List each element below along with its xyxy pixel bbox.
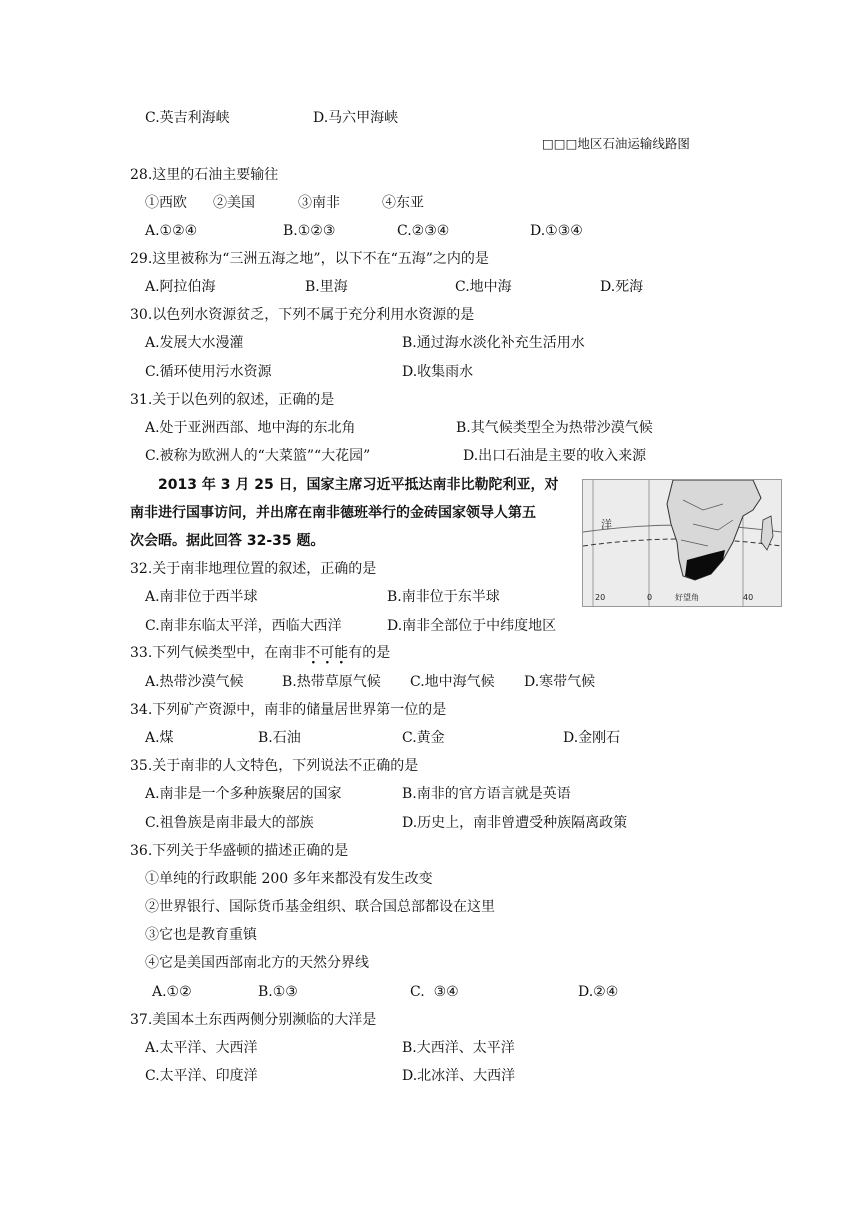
q29-option-d: D.死海 <box>600 279 644 295</box>
map-tick-20: 20 <box>595 593 606 602</box>
q28-stem: 28.这里的石油主要输往 <box>130 167 279 183</box>
q33-option-a: A.热带沙漠气候 <box>145 674 244 690</box>
q28-item-1: ①西欧 <box>145 195 187 211</box>
q29-option-b: B.里海 <box>305 279 348 295</box>
intro-line-3: 次会晤。据此回答 32-35 题。 <box>130 533 325 549</box>
q31-stem: 31.关于以色列的叙述，正确的是 <box>130 392 335 408</box>
q33-option-c: C.地中海气候 <box>410 674 495 690</box>
q34-stem: 34.下列矿产资源中，南非的储量居世界第一位的是 <box>130 702 447 718</box>
q28-option-d: D.①③④ <box>530 223 583 239</box>
q28-item-2: ②美国 <box>213 195 255 211</box>
q30-option-d: D.收集雨水 <box>402 364 474 380</box>
q30-stem: 30.以色列水资源贫乏，下列不属于充分利用水资源的是 <box>130 307 475 323</box>
q33-emphasis-3: 能 <box>334 645 349 661</box>
q37-option-a: A.太平洋、大西洋 <box>145 1040 258 1056</box>
south-africa-map-graphic <box>583 480 781 606</box>
q32-option-d: D.南非全部位于中纬度地区 <box>387 618 557 634</box>
q33-stem <box>130 643 390 663</box>
q34-option-a: A.煤 <box>145 730 174 746</box>
q36-option-c: C. ③④ <box>410 984 459 1000</box>
map-caption: □□□地区石油运输线路图 <box>542 136 690 151</box>
q27-option-c: C.英吉利海峡 <box>145 110 230 126</box>
q32-option-a: A.南非位于西半球 <box>145 589 258 605</box>
q33-emphasis-1: 不 <box>306 645 321 661</box>
q34-option-d: D.金刚石 <box>563 730 621 746</box>
q35-option-a: A.南非是一个多种族聚居的国家 <box>145 786 342 802</box>
map-label-cape: 好望角 <box>675 593 699 602</box>
q32-option-b: B.南非位于东半球 <box>387 589 500 605</box>
intro-line-2: 南非进行国事访问，并出席在南非德班举行的金砖国家领导人第五 <box>130 505 536 521</box>
q37-option-b: B.大西洋、太平洋 <box>402 1040 515 1056</box>
q31-option-a: A.处于亚洲西部、地中海的东北角 <box>145 420 356 436</box>
q29-option-c: C.地中海 <box>455 279 512 295</box>
q33-option-b: B.热带草原气候 <box>282 674 381 690</box>
map-tick-40: 40 <box>743 593 754 602</box>
q36-option-a: A.①② <box>152 984 192 1000</box>
map-tick-0: 0 <box>647 593 653 602</box>
q36-item-1: ①单纯的行政职能 200 多年来都没有发生改变 <box>145 871 433 887</box>
q34-option-c: C.黄金 <box>402 730 445 746</box>
q28-option-b: B.①②③ <box>283 223 336 239</box>
map-label-ocean: 洋 <box>601 518 612 531</box>
q32-option-c: C.南非东临太平洋，西临大西洋 <box>145 618 342 634</box>
q33-option-d: D.寒带气候 <box>524 674 596 690</box>
q30-option-b: B.通过海水淡化补充生活用水 <box>402 335 585 351</box>
q35-option-d: D.历史上，南非曾遭受种族隔离政策 <box>402 815 628 831</box>
q30-option-c: C.循环使用污水资源 <box>145 364 272 380</box>
q36-stem: 36.下列关于华盛顿的描述正确的是 <box>130 843 349 859</box>
q33-stem-post: 有的是 <box>348 645 391 661</box>
q35-option-c: C.祖鲁族是南非最大的部族 <box>145 815 314 831</box>
q29-stem: 29.这里被称为“三洲五海之地”，以下不在“五海”之内的是 <box>130 251 489 267</box>
q28-option-c: C.②③④ <box>397 223 450 239</box>
q32-stem: 32.关于南非地理位置的叙述，正确的是 <box>130 561 377 577</box>
q33-emphasis-2: 可 <box>320 645 335 661</box>
q31-option-d: D.出口石油是主要的收入来源 <box>463 448 647 464</box>
q37-option-d: D.北冰洋、大西洋 <box>402 1068 516 1084</box>
q31-option-c: C.被称为欧洲人的“大菜篮”“大花园” <box>145 448 371 464</box>
q28-item-4: ④东亚 <box>382 195 424 211</box>
q37-option-c: C.太平洋、印度洋 <box>145 1068 258 1084</box>
q37-stem: 37.美国本土东西两侧分别濒临的大洋是 <box>130 1012 377 1028</box>
q29-option-a: A.阿拉伯海 <box>145 279 216 295</box>
q36-option-b: B.①③ <box>258 984 298 1000</box>
q33-stem-pre: 33.下列气候类型中，在南非 <box>130 645 307 661</box>
q35-stem: 35.关于南非的人文特色，下列说法不正确的是 <box>130 758 419 774</box>
q28-option-a: A.①②④ <box>145 223 198 239</box>
q34-option-b: B.石油 <box>258 730 301 746</box>
q36-item-4: ④它是美国西部南北方的天然分界线 <box>145 955 369 971</box>
intro-line-1: 2013 年 3 月 25 日，国家主席习近平抵达南非比勒陀利亚，对 <box>158 477 559 493</box>
q27-option-d: D.马六甲海峡 <box>313 110 399 126</box>
q31-option-b: B.其气候类型全为热带沙漠气候 <box>456 420 653 436</box>
q36-option-d: D.②④ <box>578 984 619 1000</box>
q36-item-3: ③它也是教育重镇 <box>145 927 257 943</box>
q28-item-3: ③南非 <box>298 195 340 211</box>
q30-option-a: A.发展大水漫灌 <box>145 335 244 351</box>
q36-item-2: ②世界银行、国际货币基金组织、联合国总部都设在这里 <box>145 899 495 915</box>
south-africa-map <box>582 479 782 607</box>
q35-option-b: B.南非的官方语言就是英语 <box>402 786 571 802</box>
